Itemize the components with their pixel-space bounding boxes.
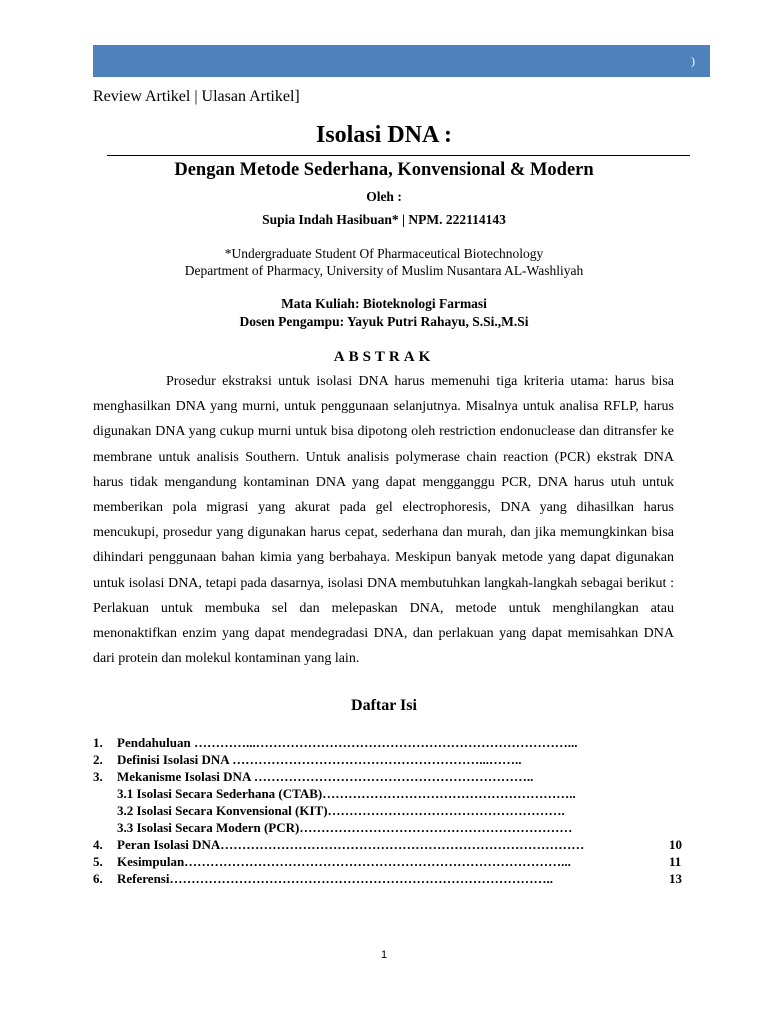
toc-subitem[interactable] [93,802,693,819]
toc-item-number: 4. [93,837,103,852]
toc-item[interactable] [93,853,693,870]
toc-item[interactable] [93,836,693,853]
header-mark: ) [691,54,695,68]
toc-item-number: 6. [93,871,103,886]
title-rule [107,155,690,156]
document-title: Isolasi DNA : [315,122,453,148]
by-label: Oleh : [366,189,402,204]
toc-heading: Daftar Isi [351,697,417,714]
toc-item-page: 10 [669,837,682,852]
toc-item[interactable] [93,734,693,751]
toc-item[interactable] [93,751,693,768]
toc-item[interactable] [93,870,693,887]
toc-item-text: Kesimpulan……………………………………………………………………………... [117,854,571,869]
header-bar [93,45,710,77]
author: Supia Indah Hasibuan* | NPM. 222114143 [262,212,506,227]
toc-item-number: 2. [93,752,103,767]
toc-subitem[interactable] [93,785,693,802]
affiliation-line-2: Department of Pharmacy, University of Muslim Nusantara AL-Washliyah [184,263,584,278]
toc-item-page: 11 [669,854,682,869]
toc-item-text: Mekanisme Isolasi DNA ……………………………………………………….. [117,769,534,784]
abstract-body: Prosedur ekstraksi untuk isolasi DNA harus memenuhi tiga kriteria utama: harus bisa menghasilkan DNA yang murni, untuk penggunaan selanjutnya. Misalnya untuk analisa RFLP, harus digunakan DNA yang cukup murni untuk bisa dipotong oleh restriction endonuclease dan ditransfer ke membrane untuk analisis Southern. Untuk analisis polymerase chain reaction (PCR) ekstrak DNA harus tidak mengandung kontaminan DNA yang dapat mengganggu PCR, DNA harus utuh untuk memberikan pola migrasi yang akurat pada gel electrophoresis, DNA yang dihasilkan harus mencukupi, prosedur yang digunakan harus cepat, sederhana dan murah, dan jika memungkinkan bisa dihindari penggunaan bahan kimia yang berbahaya. Meskipun banyak metode yang dapat digunakan untuk isolasi DNA, tetapi pada dasarnya, isolasi DNA membutuhkan langkah-langkah sebagai berikut : Perlakuan untuk membuka sel dan melepaskan DNA, metode untuk menghilangkan atau menonaktifkan enzim yang dapat mendegradasi DNA, dan perlakuan yang dapat memisahkan DNA dari protein dan molekul kontaminan yang lain. [93,374,674,667]
toc-item-number: 5. [93,854,103,869]
table-of-contents [93,734,693,887]
running-head: Review Artikel | Ulasan Artikel] [93,88,300,105]
toc-item-text: Definisi Isolasi DNA …………………………………………………...…….. [117,752,522,767]
abstract-heading: ABSTRAK [333,349,435,365]
toc-item[interactable] [93,768,693,785]
toc-item-text: Peran Isolasi DNA………………………………………………………………………… [117,837,585,852]
document-subtitle: Dengan Metode Sederhana, Konvensional & Modern [174,160,594,180]
toc-item-text: Referensi…………………………………………………………………………….. [117,871,553,886]
affiliation-line-1: *Undergraduate Student Of Pharmaceutical Biotechnology [224,246,544,261]
toc-item-text: Pendahuluan …………...………………………………………………………………... [117,735,578,750]
toc-item-text: 3.3 Isolasi Secara Modern (PCR)……………………………………………………… [117,820,573,835]
toc-item-text: 3.2 Isolasi Secara Konvensional (KIT)………………………………………………. [117,803,565,818]
toc-item-number: 1. [93,735,103,750]
course: Mata Kuliah: Bioteknologi Farmasi [281,296,487,311]
page-number: 1 [380,949,388,961]
toc-item-number: 3. [93,769,103,784]
toc-subitem[interactable] [93,819,693,836]
lecturer: Dosen Pengampu: Yayuk Putri Rahayu, S.Si.,M.Si [239,314,529,329]
toc-item-page: 13 [669,871,682,886]
toc-item-text: 3.1 Isolasi Secara Sederhana (CTAB)………………………………………………….. [117,786,576,801]
